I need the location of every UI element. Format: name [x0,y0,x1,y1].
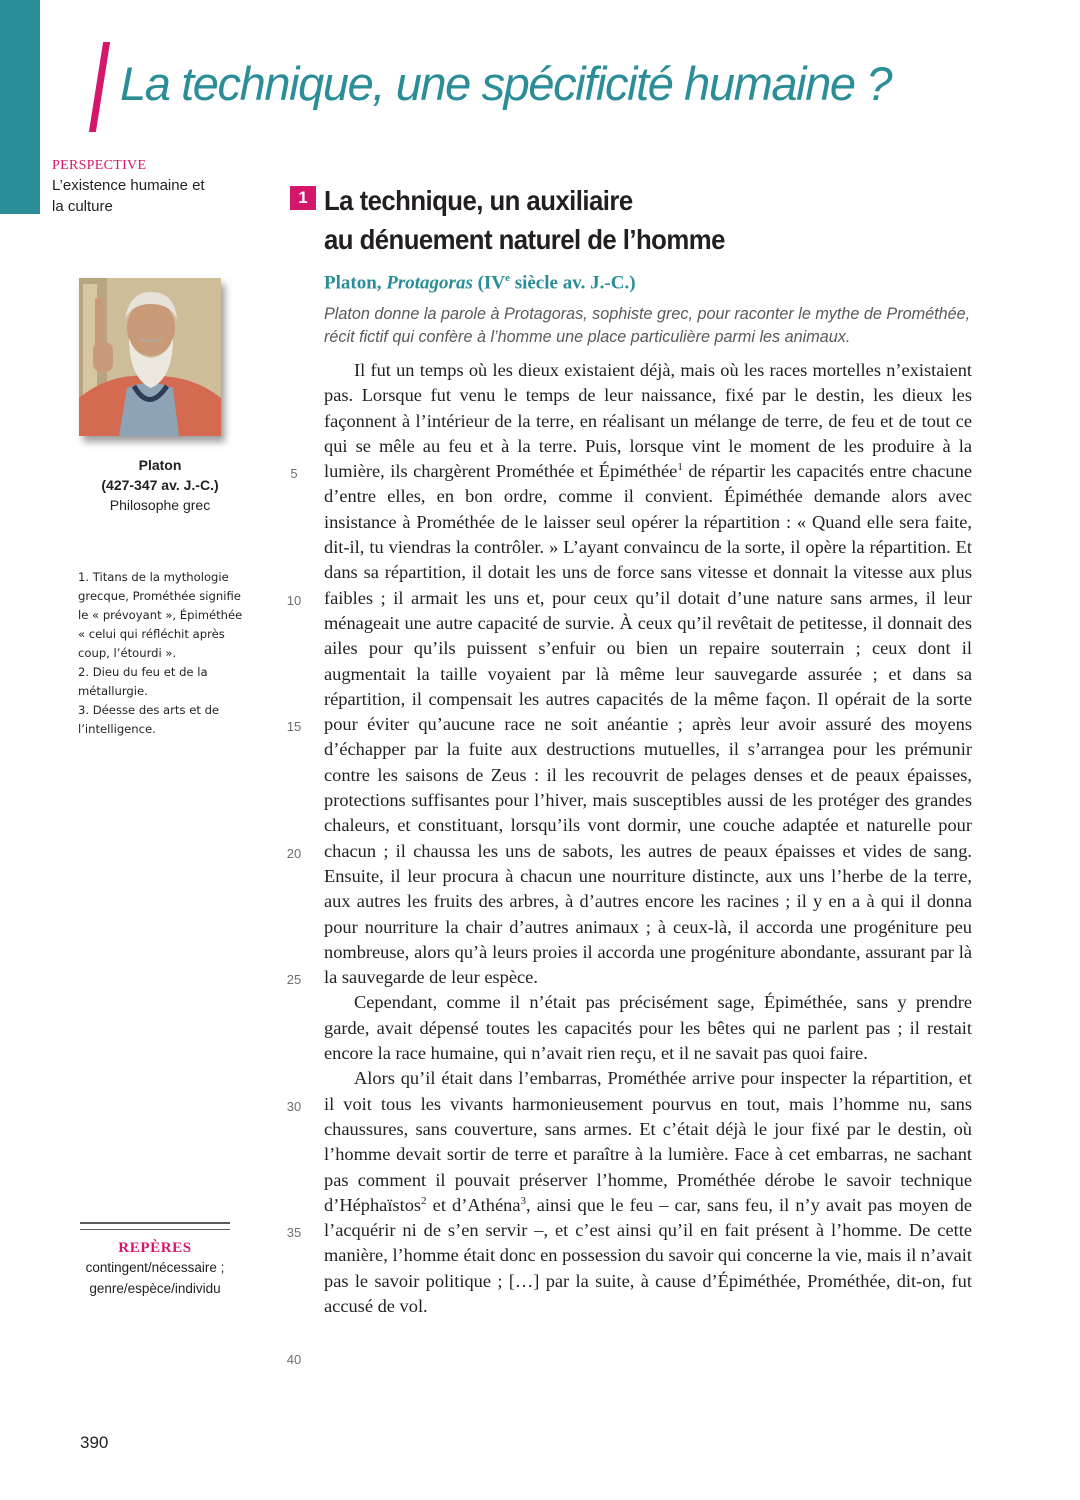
reperes-label: REPÈRES [118,1240,192,1256]
section-title-line-1: La technique, un auxiliaire [324,185,633,216]
perspective-label: PERSPECTIVE [52,158,147,173]
reperes-box [80,1222,230,1299]
source-century-sup: e [505,272,510,284]
paragraph-3 [324,1066,972,1319]
line-number: 20 [286,846,302,861]
section-title-line-2: au dénuement naturel de l’homme [324,224,725,255]
footnote-3: 3. Déesse des arts et de l’intelligence. [78,703,220,736]
portrait-caption [60,455,260,515]
line-number: 15 [286,719,302,734]
footnote-2: 2. Dieu du feu et de la métallurgie. [78,665,208,698]
paragraph-3-part-b: et d’Athéna [426,1194,521,1215]
source-rest: siècle av. J.-C.) [509,272,636,294]
page-number: 390 [80,1433,109,1452]
reperes-line-1: contingent/nécessaire ; [85,1260,225,1275]
teal-margin-bar [0,0,40,214]
paragraph-2: Cependant, comme il n’était pas précisément sage, Épiméthée, sans y prendre garde, avait dépensé toutes les capacités pour les bêtes qui ne parlent pas ; il restait encore la race humaine, qui n’avait rien reçu, et il ne savait pas quoi faire. [324,992,972,1064]
line-number: 10 [286,593,302,608]
footnote-ref-1: 1 [677,461,683,474]
section-title [324,181,725,259]
source-reference [324,272,636,294]
page-title: La technique, une spécificité humaine ? [120,57,892,110]
source-work: Protagoras [386,272,473,294]
portrait-role: Philosophe grec [109,497,211,513]
reperes-rule [80,1222,230,1230]
plato-portrait [79,278,221,436]
paragraph-1-part-a: Il fut un temps où les dieux existaient déjà, mais où les races mortelles n’existaient pas. Lorsque fut venu le temps de leur naissance, fixé par le destin, les dieux les façonnent à l’intérieur de la terre, en réalisant un mélange de terre, de feu et de tout ce qui se mêle au feu et à la terre. Puis, lorsque vint le moment de les produire à la lumière, ils chargèrent Prométhée et Épiméthée [324,360,972,482]
paragraph-3-part-c: , ainsi que le feu – car, sans feu, il n’y avait pas moyen de l’acquérir ni de s’en servir –, et c’est ainsi qu’il en fait présent à l’homme. De cette manière, l’homme était donc en possession du savoir qui concerne la vie, mais il n’avait pas le savoir politique ; […] par la suite, à cause d’Épiméthée, Prométhée, dit-on, fut accusé de vol. [324,1194,972,1316]
plato-portrait-illustration [79,278,221,436]
footnote-ref-2: 2 [421,1194,427,1207]
text-introduction: Platon donne la parole à Protagoras, sophiste grec, pour raconter le mythe de Prométhée, récit fictif qui confère à l’homme une place particulière parmi les animaux. [324,305,971,346]
source-author: Platon, [324,272,387,294]
footnote-1: 1. Titans de la mythologie grecque, Prométhée signifie le « prévoyant », Épiméthée « celui qui réfléchit après coup, l’étourdi ». [78,570,243,660]
source-century: (IV [472,272,506,294]
paragraph-1 [324,358,972,990]
line-number: 35 [286,1225,302,1240]
section-number-badge: 1 [290,186,316,210]
line-number: 40 [286,1352,302,1367]
footnote-ref-3: 3 [520,1194,526,1207]
footnotes [78,568,243,739]
perspective-box [52,157,212,217]
reperes-line-2: genre/espèce/individu [89,1281,221,1296]
main-text [324,358,972,1319]
portrait-dates: (427-347 av. J.-C.) [101,477,219,493]
paragraph-1-part-b: de répartir les capacités entre chacune d’entre elles, en bon ordre, comme il convient. Épiméthée demande alors avec insistance à Prométhée de le laisser seul opérer la répartition : « Quand elle sera faite, dit-il, tu viendras la contrôler. » L’ayant convaincu de la sorte, il opère la répartition. Et dans sa répartition, il dotait les uns de force sans vitesse et donnait la vitesse aux plus faibles ; il armait les uns et, pour ceux qu’il dotait d’une nature sans armes, il leur ménageait une autre capacité de survie. À ceux qu’il revêtait de petitesse, il donnait des ailes pour qu’ils puissent s’enfuir ou bien un repaire souterrain ; ceux dont il augmentait la taille voyaient par là même leur sauvegarde assurée ; et dans sa répartition, il compensait les autres capacités de la même façon. Il opérait de la sorte pour éviter qu’aucune race ne soit anéantie ; après leur avoir assuré des moyens d’échapper par la fuite aux destructions mutuelles, il s’arrangea pour les prémunir contre les saisons de Zeus : il les recouvrit de pelages denses et de peaux épaisses, protections suffisantes pour l’hiver, mais susceptibles aussi de les protéger des grandes chaleurs, et constituant, lorsqu’ils vont dormir, une couche adaptée et naturelle pour chacun ; il chaussa les uns de sabots, les autres de peaux épaisses et vides de sang. Ensuite, il leur procura à chacun une nourriture distincte, aux uns l’herbe de la terre, aux autres les fruits des arbres, à d’autres encore les racines ; il y en a à qui il donna pour nourriture la chair d’autres animaux ; à ceux-là, il accorda une progéniture peu nombreuse, alors qu’à leurs proies il accorda une progéniture abondante, assurant par là la sauvegarde de leur espèce. [324,461,972,988]
perspective-text: L’existence humaine et la culture [52,177,205,215]
portrait-name: Platon [138,457,182,473]
line-number: 25 [286,972,302,987]
line-number: 5 [290,466,298,481]
paragraph-3-part-a: Alors qu’il était dans l’embarras, Prométhée arrive pour inspecter la répartition, et il voit tous les vivants harmonieusement pourvus en tout, mais l’homme nu, sans chaussures, sans couverture, sans armes. Et c’était déjà le jour fixé par le destin, où l’homme devait sortir de terre et paraître à la lumière. Face à cet embarras, ne sachant pas comment il pouvait préserver l’homme, Prométhée dérobe le savoir technique d’Héphaïstos [324,1068,972,1215]
title-slash-decoration [89,42,110,132]
line-number: 30 [286,1099,302,1114]
